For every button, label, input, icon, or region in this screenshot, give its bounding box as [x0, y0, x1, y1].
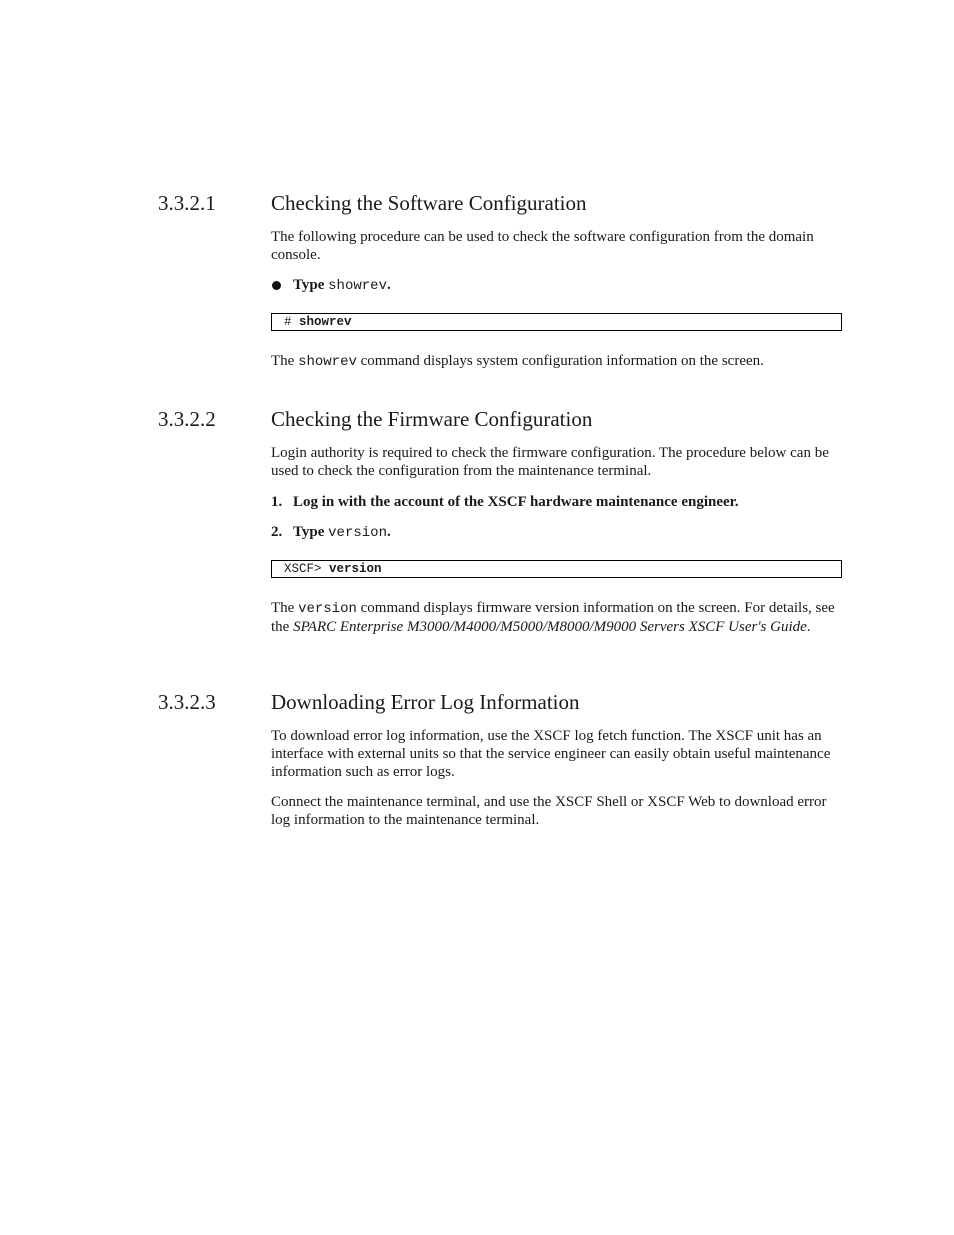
section-error-log [0, 689, 954, 715]
step-item [271, 523, 843, 542]
bullet-icon [272, 281, 281, 290]
section-body [271, 444, 843, 480]
step-item [271, 493, 843, 511]
result-post: command displays system configuration information on the screen. [356, 353, 764, 369]
section-title: Downloading Error Log Information [271, 690, 580, 714]
section-heading [0, 689, 954, 715]
intro-paragraph: Login authority is required to check the firmware configuration. The procedure below can be used to check the configuration from the maintenance terminal. [271, 445, 829, 479]
section-title: Checking the Software Configuration [271, 191, 587, 215]
result-post: . [806, 619, 811, 635]
section-firmware-config [0, 406, 954, 432]
step-number: 2. [271, 524, 283, 540]
result-paragraph [271, 352, 843, 371]
bullet-end: . [386, 277, 391, 293]
book-title: SPARC Enterprise M3000/M4000/M5000/M8000/M9000 Servers XSCF User's Guide [293, 619, 807, 635]
step-text: Log in with the account of the XSCF hardware maintenance engineer. [293, 494, 739, 510]
result-paragraph [271, 599, 843, 636]
bullet-item [271, 276, 843, 295]
intro-paragraph: The following procedure can be used to check the software configuration from the domain console. [271, 229, 814, 263]
step-number: 1. [271, 494, 283, 510]
section-body [271, 228, 843, 264]
code-prompt: XSCF> [284, 562, 330, 576]
code-block [271, 313, 842, 331]
code-prompt: # [284, 315, 300, 329]
body-paragraph: Connect the maintenance terminal, and use the XSCF Shell or XSCF Web to download error log information to the maintenance terminal. [271, 794, 827, 828]
section-body [271, 727, 843, 781]
body-paragraph: To download error log information, use the XSCF log fetch function. The XSCF unit has an interface with external units so that the service engineer can easily obtain useful maintenance information such as error logs. [271, 728, 831, 780]
section-heading [0, 190, 954, 216]
section-number: 3.3.2.2 [158, 407, 216, 431]
result-command: version [298, 601, 357, 617]
result-pre: The [271, 353, 299, 369]
result-command: showrev [298, 354, 357, 370]
section-body [271, 793, 843, 829]
result-mid: command displays firmware version information on the screen. For details, see the [271, 600, 835, 635]
section-heading [0, 406, 954, 432]
bullet-command: showrev [328, 278, 387, 294]
code-block [271, 560, 842, 578]
step-command: version [328, 525, 387, 541]
step-end: . [386, 524, 391, 540]
section-software-config [0, 190, 954, 216]
section-number: 3.3.2.3 [158, 690, 216, 714]
bullet-label: Type [293, 277, 325, 293]
code-command: showrev [299, 315, 352, 329]
result-pre: The [271, 600, 299, 616]
section-number: 3.3.2.1 [158, 191, 216, 215]
step-label: Type [293, 524, 325, 540]
code-command: version [329, 562, 382, 576]
section-title: Checking the Firmware Configuration [271, 407, 593, 431]
